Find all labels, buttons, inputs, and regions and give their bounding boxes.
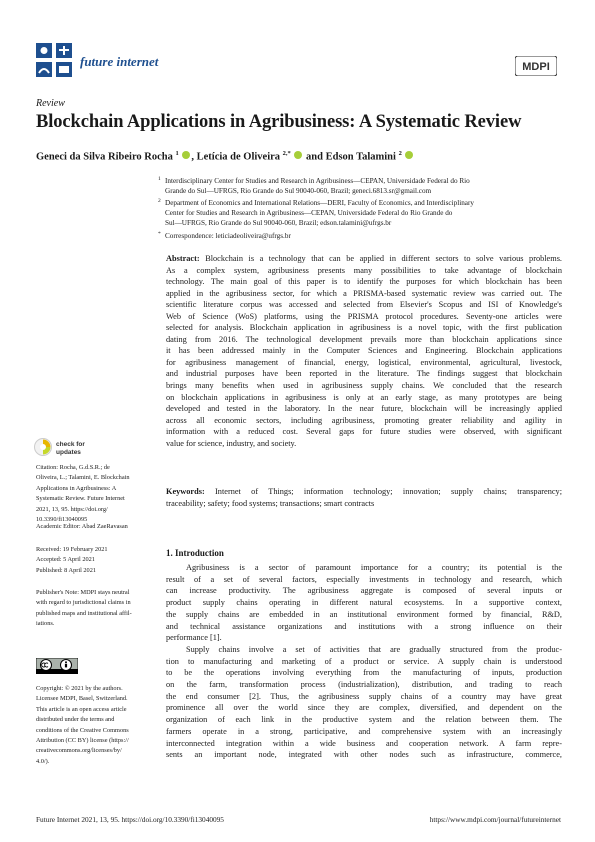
keywords-label: Keywords:	[166, 487, 205, 496]
copyright-line[interactable]: creativecommons.org/licenses/by/	[36, 747, 122, 755]
abstract-line: across all economic sectors, including agribusiness, promoting greater reliability and agility in	[166, 415, 562, 425]
citation-line: Applications in Agribusiness: A	[36, 484, 117, 492]
affiliation-1	[158, 176, 565, 196]
mdpi-logo-text: MDPI	[522, 61, 550, 73]
article-type: Review	[36, 98, 65, 109]
abstract-line: technology. The main goal of this paper is to identify the purposes for which blockchain has been	[166, 277, 562, 287]
copyright-line: conditions of the Creative Commons	[36, 726, 129, 734]
published-date: Published: 8 April 2021	[36, 566, 96, 574]
author-separator: ,	[191, 151, 197, 163]
journal-name: future internet	[80, 54, 159, 69]
accepted-date: Accepted: 5 April 2021	[36, 556, 95, 564]
abstract-line: Blockchain is a technology that can be applied in different sectors to solve various problems.	[205, 254, 562, 263]
check-for-updates-icon[interactable]	[34, 438, 52, 456]
body-line: on the farm, transformation process (industrialization), distribution, and trading to reach	[166, 680, 562, 690]
section-heading-introduction: 1. Introduction	[166, 548, 224, 558]
body-line: prominence all over the world since they are complex, diversified, and dependent on the	[166, 703, 562, 713]
check-updates-line: updates	[56, 449, 81, 456]
keywords-line: Internet of Things; information technology; innovation; supply chains; transparency;	[215, 487, 562, 496]
abstract-line: for agribusiness management of financial, energy, logistical, environmental, agricultural, livestock,	[166, 357, 562, 367]
affiliation-line: Department of Economics and International Relations—DERI, Faculty of Economics, and Interdisciplinary	[165, 199, 474, 207]
copyright-line[interactable]: Attribution (CC BY) license (https://	[36, 737, 129, 745]
affiliation-line: Sul—UFRGS, Rio Grande do Sul 90040-060, Brazil; edson.talamini@ufrgs.br	[165, 219, 392, 227]
body-line: farmers operate in a strong, participative, and comprehensive system with an increasingly	[166, 726, 562, 736]
author-affil-mark: 1	[175, 150, 179, 157]
body-line: Supply chains involve a set of activities that are gradually structured from the produc-	[186, 644, 562, 654]
publication-dates	[36, 545, 154, 576]
body-line: the supply chains are embedded in an institutional environment formed by financial, R&D,	[166, 609, 562, 619]
author-name[interactable]: Geneci da Silva Ribeiro Rocha	[36, 151, 173, 163]
body-line: product supply chains operating in different natural ecosystems. In a supportive context,	[166, 598, 562, 608]
body-line: can increase productivity. The agribusiness aggregate is composed of several inputs or	[166, 586, 562, 596]
copyright-line[interactable]: 4.0/).	[36, 757, 50, 765]
keywords-line: traceability; safety; food systems; transactions; smart contracts	[166, 498, 375, 508]
author-affil-mark: 2,*	[282, 150, 291, 157]
body-line: sents an important node, integrated with other nodes such as infrastructure, commerce,	[166, 750, 562, 760]
body-line: Agribusiness is a sector of paramount importance for a country; its potential is the	[186, 563, 562, 572]
abstract-line: As a complex system, agribusiness presents many possibilities to take advantage of blockchain	[166, 265, 562, 275]
abstract-line: dating from 2016. The technological development prevails more than blockchain applications since	[166, 334, 562, 344]
publisher-note-line: published maps and institutional affil-	[36, 609, 132, 617]
mdpi-logo-icon	[515, 56, 557, 76]
check-updates-line: check for	[56, 441, 85, 448]
abstract-line: it has been addressed mainly in the Computer Sciences and Engineering. Blockchain applications	[166, 346, 562, 356]
abstract-line: and industrial purposes have been reported in the literature. The findings suggest that blockchain	[166, 369, 562, 379]
footer-journal-url[interactable]: https://www.mdpi.com/journal/futureinternet	[429, 815, 561, 824]
abstract-line: on blockchain applications in agribusiness is only at an early stage, as many prototypes are being	[166, 392, 562, 402]
author-list	[36, 150, 414, 163]
body-line: performance [1].	[166, 633, 222, 643]
footer-citation[interactable]: Future Internet 2021, 13, 95. https://doi.org/10.3390/fi13040095	[36, 815, 224, 824]
publisher-note-line: iations.	[36, 620, 55, 628]
abstract-line: Web of Science (WoS) platforms, using the PRISMA protocol procedures. Seventy-one articles were	[166, 311, 562, 321]
orcid-icon[interactable]	[405, 151, 413, 159]
cc-by-license-icon[interactable]	[36, 658, 78, 674]
publisher-note-line: with regard to jurisdictional claims in	[36, 599, 131, 607]
body-line: tion to manufacturing and marketing of a product or service. A supply chain is understood	[166, 656, 562, 666]
abstract-label: Abstract:	[166, 254, 200, 263]
citation-line: Systematic Review. Future Internet	[36, 495, 125, 503]
affiliation-line: Grande do Sul—UFRGS, Rio Grande do Sul 90040-060, Brazil; geneci.6813.sr@gmail.com	[165, 187, 432, 195]
orcid-icon[interactable]	[182, 151, 190, 159]
received-date: Received: 19 February 2021	[36, 546, 108, 553]
academic-editor-line: Academic Editor: Abad ZaeRavasan	[36, 523, 128, 530]
citation-line[interactable]: 10.3390/fi13040095	[36, 516, 88, 524]
author-affil-mark: 2	[398, 150, 402, 157]
journal-logo-icon	[36, 43, 72, 77]
copyright-block	[36, 684, 154, 767]
body-line: organization of each link in the productive system and the relation between them. The	[166, 715, 562, 725]
body-line: to be the operations involving everything from the manufacturing of inputs, production	[166, 668, 562, 678]
author-name[interactable]: Edson Talamini	[325, 151, 396, 163]
citation-line: Citation: Rocha, G.d.S.R.; de	[36, 464, 110, 471]
author-name[interactable]: Letícia de Oliveira	[196, 151, 281, 163]
publisher-note	[36, 588, 154, 630]
body-line: result of a set of several factors, especially investments in technology and research, which	[166, 574, 562, 584]
introduction-text	[166, 562, 562, 761]
check-for-updates-label[interactable]	[56, 441, 85, 457]
abstract-line: brings many benefits when used in agribusiness supply chains. We concluded that the research	[166, 381, 562, 391]
affiliation-number: *	[158, 231, 161, 237]
correspondence-line: Correspondence: leticiadeoliveira@ufrgs.br	[165, 232, 291, 240]
body-line: the end consumer [2]. Thus, the agribusiness supply chains of a country may have great	[166, 691, 562, 701]
keywords	[166, 486, 562, 509]
affiliation-2	[158, 198, 565, 228]
copyright-line: This article is an open access article	[36, 705, 127, 713]
copyright-line: Copyright: © 2021 by the authors.	[36, 685, 123, 692]
abstract-line: scientific literature corpus was accessed and selected from Elsevier's Scopus and ISI of Knowledge's	[166, 300, 562, 310]
affiliation-line: Center for Studies and Research in Agribusiness—CEPAN, Universidade Federal do Rio Grande do	[165, 209, 453, 217]
abstract-line: value for science, industry, and society.	[166, 438, 297, 448]
citation-block	[36, 463, 154, 525]
affiliation-number: 1	[158, 176, 161, 182]
affiliation-number: 2	[158, 198, 161, 204]
article-title: Blockchain Applications in Agribusiness: A Systematic Review	[36, 112, 522, 132]
copyright-line: distributed under the terms and	[36, 716, 115, 724]
citation-line[interactable]: 2021, 13, 95. https://doi.org/	[36, 505, 108, 513]
copyright-line: Licensee MDPI, Basel, Switzerland.	[36, 695, 128, 703]
body-line: and technical assistance organizations and institutions with a strong influence on their	[166, 621, 562, 631]
abstract-line: selected for analysis. Blockchain application in agribusiness is a novel topic, with the first publication	[166, 323, 562, 333]
body-line: interconnected integration within a wide business and cooperation network. A farm repre-	[166, 738, 562, 748]
affiliation-correspondence	[158, 231, 565, 241]
abstract	[166, 253, 562, 449]
academic-editor	[36, 522, 154, 532]
abstract-line: applied in the agribusiness sector, for which a PRISMA-based systematic review was carried out. The	[166, 288, 562, 298]
orcid-icon[interactable]	[294, 151, 302, 159]
abstract-line: developed and tested in the laboratory. In the near future, blockchain will be increasingly applied	[166, 404, 562, 414]
affiliation-line: Interdisciplinary Center for Studies and Research in Agribusiness—CEPAN, Universidade Federal do Rio	[165, 177, 470, 185]
publisher-note-line: Publisher's Note: MDPI stays neutral	[36, 589, 130, 596]
author-separator: and	[303, 151, 326, 163]
citation-line: Oliveira, L.; Talamini, E. Blockchain	[36, 474, 130, 482]
abstract-line: information with a reduced cost. Several gaps for future studies were observed, with significant	[166, 427, 562, 437]
